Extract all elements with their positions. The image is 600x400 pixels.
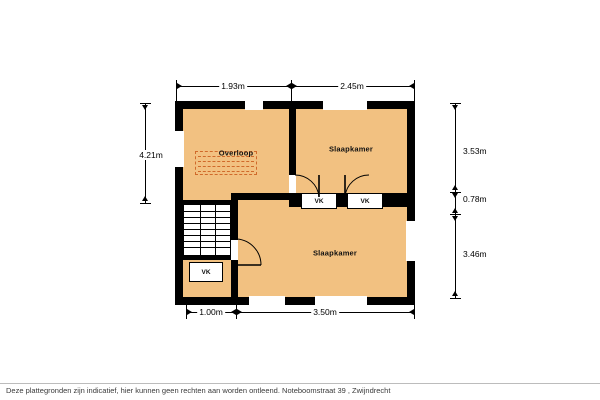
vk-box-3: VK xyxy=(189,262,223,282)
dimension-line-right-1 xyxy=(455,103,456,192)
dimension-line-right-3 xyxy=(455,214,456,298)
window-gap-left xyxy=(175,131,184,167)
dimension-label-left-1: 4.21m xyxy=(139,150,163,160)
dimension-arrow-right-3-top xyxy=(452,216,458,221)
vk-box-1: VK xyxy=(301,193,337,209)
dimension-tick-left-bottom xyxy=(140,203,151,204)
door-arc-overloop xyxy=(293,173,329,199)
staircase xyxy=(183,204,231,256)
door-arc-slaapkamer-1 xyxy=(335,173,371,199)
floor-plan-walls xyxy=(175,101,415,305)
dimension-arrow-right-3-bottom xyxy=(452,291,458,296)
room-label-overloop: Overloop xyxy=(218,148,254,158)
dimension-arrow-right-1-bottom xyxy=(452,185,458,190)
dimension-arrow-right-2-bottom xyxy=(452,208,458,213)
dimension-label-bottom-2: 3.50m xyxy=(313,307,337,317)
dimension-arrow-right-1-top xyxy=(452,105,458,110)
room-label-slaapkamer-2: Slaapkamer xyxy=(312,248,358,258)
dimension-tick-right-3-bottom xyxy=(450,298,461,299)
dimension-label-right-3: 3.46m xyxy=(463,249,487,259)
extension-line-bottom-right xyxy=(414,305,415,319)
dimension-label-bottom-1: 1.00m xyxy=(199,307,223,317)
vk-box-2: VK xyxy=(347,193,383,209)
dimension-arrow-top-2-right xyxy=(409,83,414,89)
room-label-slaapkamer-1: Slaapkamer xyxy=(328,144,374,154)
dimension-arrow-right-2-top xyxy=(452,193,458,198)
wall-closet-top xyxy=(183,256,231,260)
wall-horizontal-left xyxy=(231,193,289,200)
dimension-arrow-top-1-left xyxy=(177,83,182,89)
footer-divider xyxy=(0,383,600,384)
dimension-arrow-left-bottom xyxy=(142,196,148,201)
window-gap-bottom-left xyxy=(249,296,285,305)
dimension-tick-right-1-top xyxy=(450,103,461,104)
window-gap-top-left xyxy=(245,101,263,110)
window-gap-bottom-right xyxy=(315,296,367,305)
dimension-tick-left-top xyxy=(140,103,151,104)
extension-line-top-right xyxy=(414,80,415,102)
window-gap-right xyxy=(406,221,415,261)
dimension-arrow-bottom-2-right xyxy=(409,309,414,315)
dimension-arrow-bottom-1-left xyxy=(187,309,192,315)
dimension-label-top-2: 2.45m xyxy=(340,81,364,91)
door-arc-slaapkamer-2 xyxy=(235,237,265,271)
dimension-label-top-1: 1.93m xyxy=(221,81,245,91)
window-gap-top-right xyxy=(323,101,367,110)
footer-disclaimer: Deze plattegronden zijn indicatief, hier kunnen geen rechten aan worden ontleend. Noteboomstraat 39 , Zwijndrecht xyxy=(6,386,391,395)
dimension-arrow-bottom-2-left xyxy=(237,309,242,315)
dimension-label-right-1: 3.53m xyxy=(463,146,487,156)
dimension-label-right-2: 0.78m xyxy=(463,194,487,204)
dimension-arrow-top-2-left xyxy=(292,83,297,89)
dimension-arrow-left-top xyxy=(142,105,148,110)
